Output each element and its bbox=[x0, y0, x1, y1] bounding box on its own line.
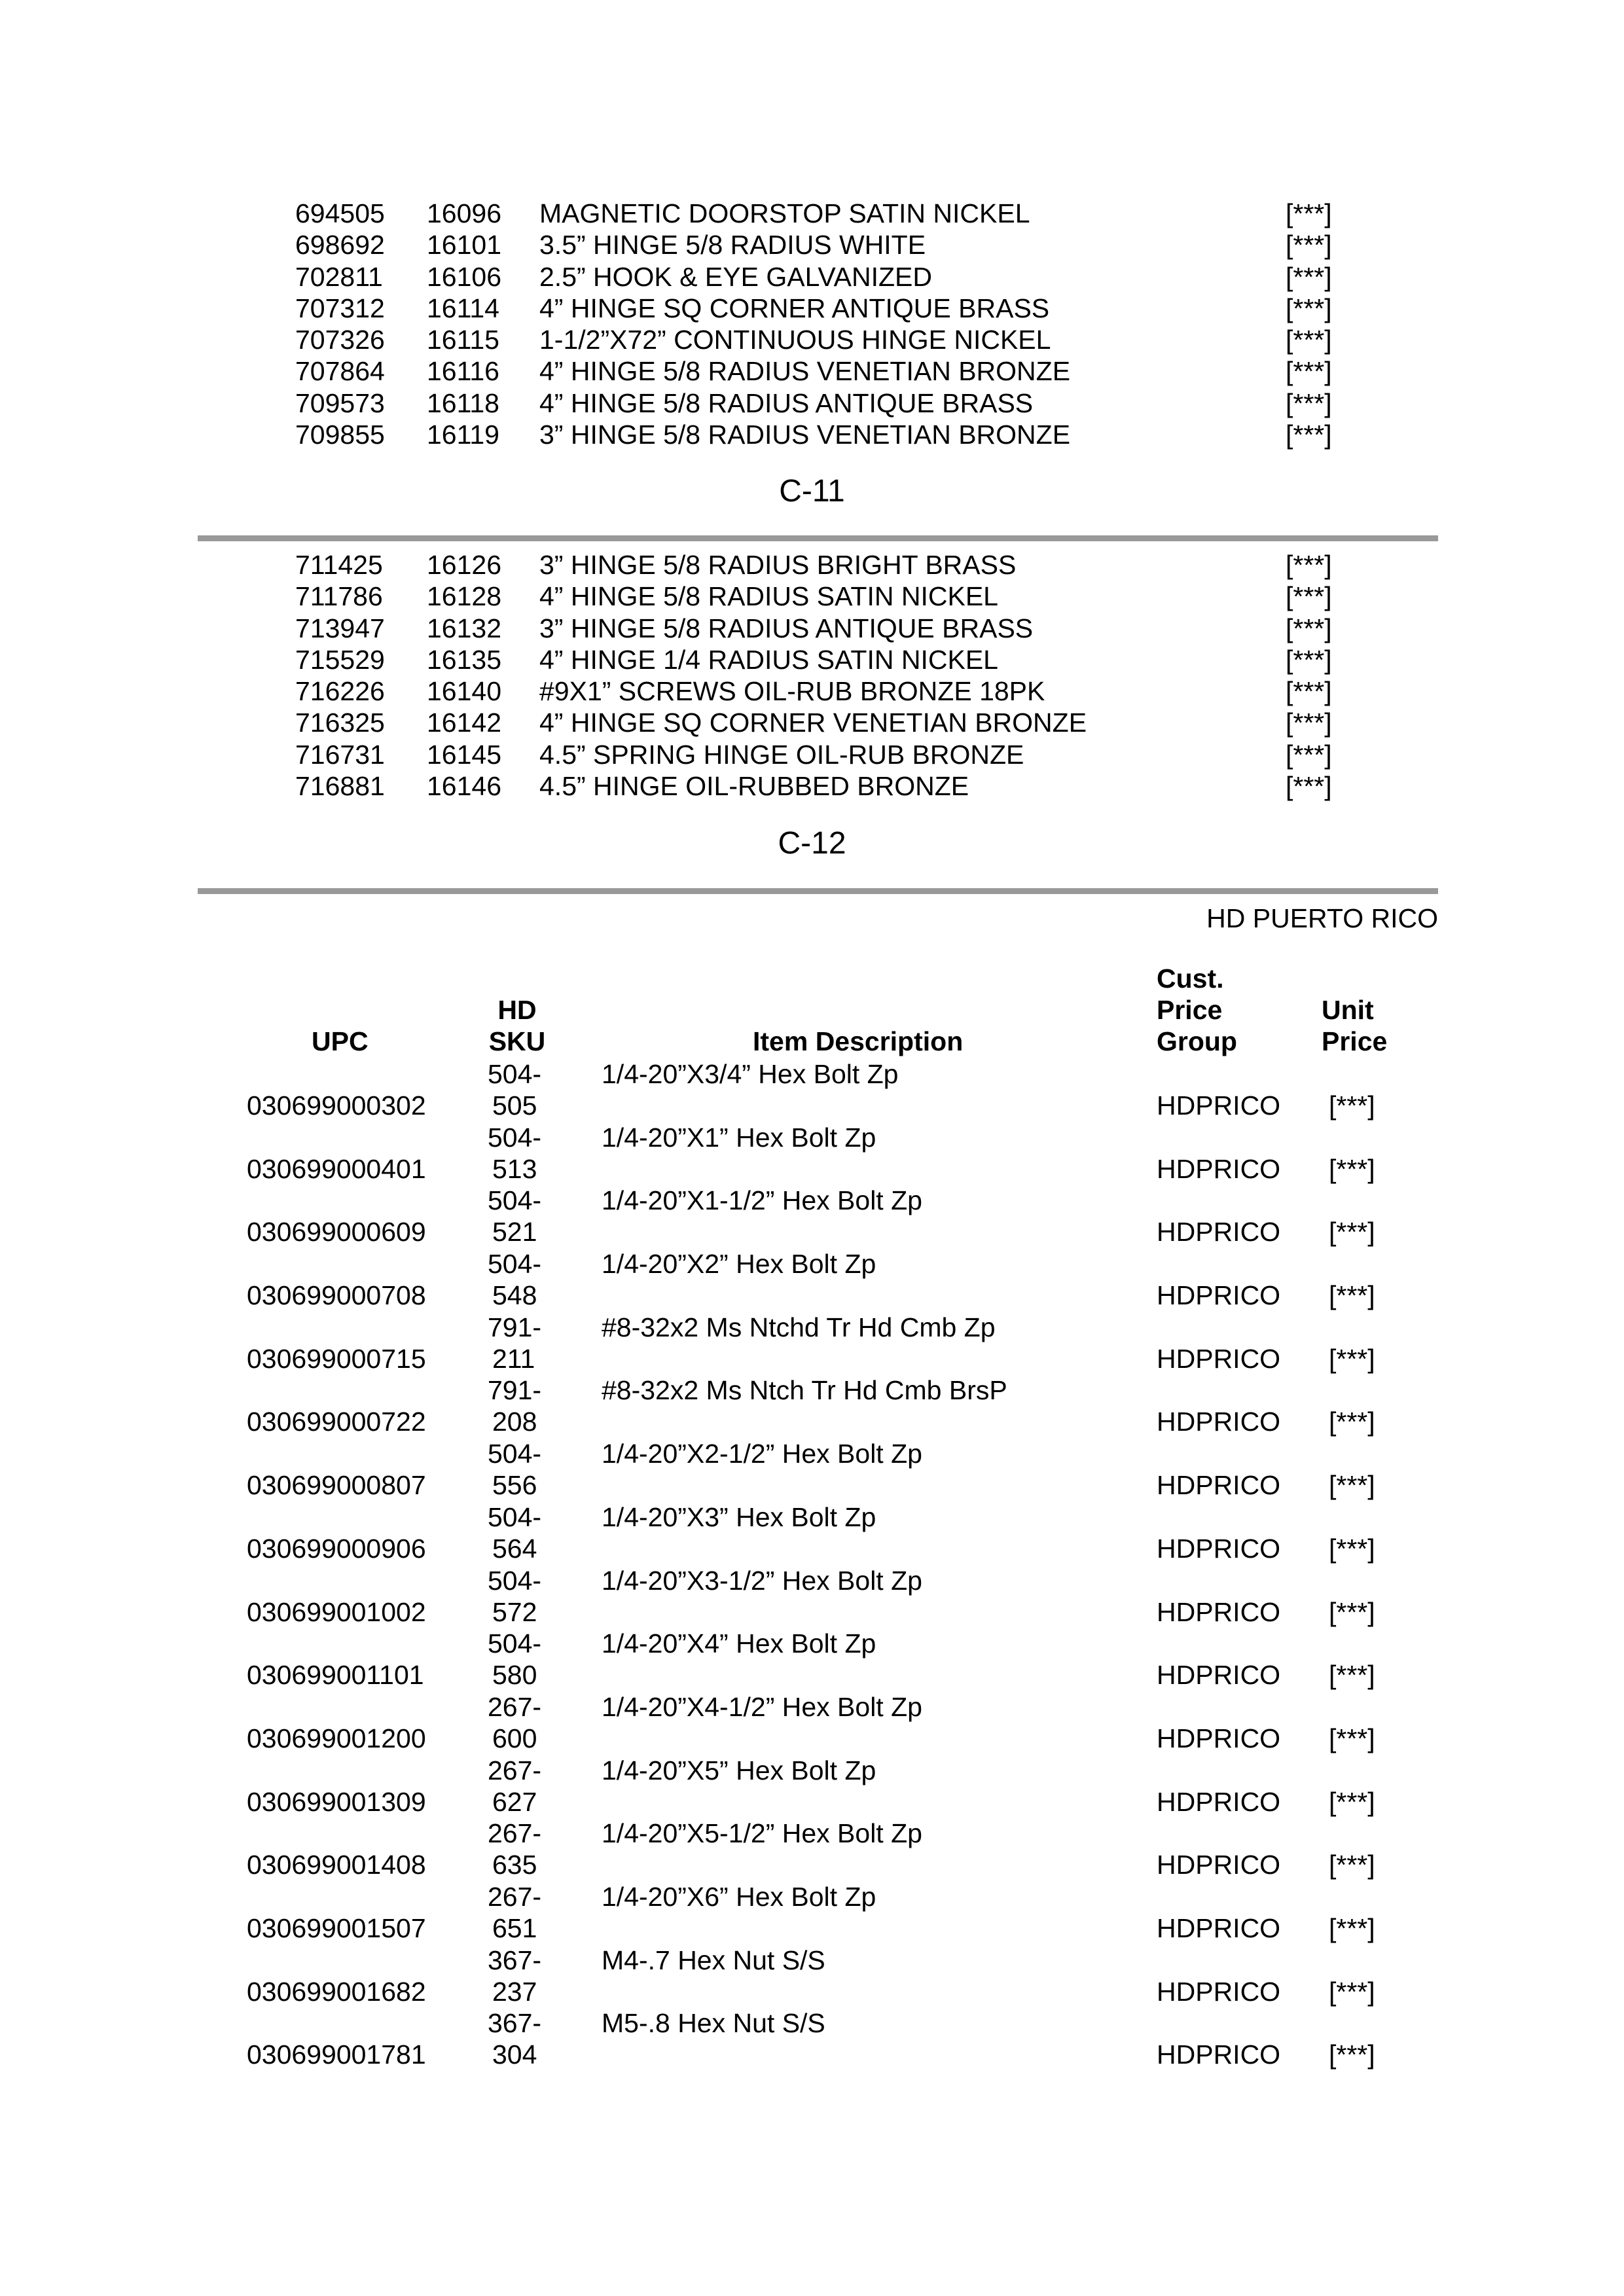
description-cell: 1/4-20”X2-1/2” Hex Bolt Zp bbox=[602, 1439, 922, 1469]
sku-suffix-cell: 548 bbox=[492, 1280, 537, 1311]
sku-cell: 16126 bbox=[427, 550, 502, 580]
table-row bbox=[0, 1058, 1624, 1122]
description-cell: 1/4-20”X1” Hex Bolt Zp bbox=[602, 1122, 876, 1153]
description-cell: 1/4-20”X4” Hex Bolt Zp bbox=[602, 1628, 876, 1659]
upc-cell: 030699000906 bbox=[247, 1533, 426, 1564]
sku-suffix-cell: 304 bbox=[492, 2039, 537, 2070]
price-cell: [***] bbox=[1286, 739, 1332, 770]
price-cell: [***] bbox=[1286, 261, 1332, 292]
unit-price-cell: [***] bbox=[1329, 1533, 1375, 1564]
price-cell: [***] bbox=[1286, 644, 1332, 675]
sku-cell: 16114 bbox=[427, 293, 499, 323]
table-row bbox=[0, 1312, 1624, 1375]
description-cell: M4-.7 Hex Nut S/S bbox=[602, 1945, 825, 1975]
sku-suffix-cell: 211 bbox=[492, 1343, 535, 1374]
sku-suffix-cell: 627 bbox=[492, 1786, 537, 1817]
price-group-cell: HDPRICO bbox=[1157, 1850, 1281, 1880]
sku-prefix-cell: 504- bbox=[488, 1501, 542, 1532]
price-group-cell: HDPRICO bbox=[1157, 1723, 1281, 1753]
price-cell: [***] bbox=[1286, 356, 1332, 387]
description-cell: 3” HINGE 5/8 RADIUS BRIGHT BRASS bbox=[539, 550, 1017, 580]
unit-price-cell: [***] bbox=[1329, 1596, 1375, 1627]
description-cell: MAGNETIC DOORSTOP SATIN NICKEL bbox=[539, 198, 1030, 228]
description-cell: 1/4-20”X3-1/2” Hex Bolt Zp bbox=[602, 1565, 922, 1596]
sku-suffix-cell: 600 bbox=[492, 1723, 537, 1753]
sku-cell: 16146 bbox=[427, 771, 502, 802]
sku-suffix-cell: 651 bbox=[492, 1912, 537, 1943]
table-row bbox=[0, 1565, 1624, 1628]
sku-cell: 16101 bbox=[427, 230, 502, 260]
unit-price-cell: [***] bbox=[1329, 1343, 1375, 1374]
price-group-cell: HDPRICO bbox=[1157, 1976, 1281, 2007]
description-cell: 3.5” HINGE 5/8 RADIUS WHITE bbox=[539, 230, 926, 260]
upc-cell: 707326 bbox=[295, 325, 385, 355]
page-label: C-11 bbox=[779, 474, 845, 509]
table-row bbox=[0, 1628, 1624, 1691]
upc-cell: 716226 bbox=[295, 676, 385, 707]
upc-cell: 030699001408 bbox=[247, 1850, 426, 1880]
description-cell: 4” HINGE SQ CORNER ANTIQUE BRASS bbox=[539, 293, 1050, 323]
sku-suffix-cell: 505 bbox=[492, 1090, 537, 1121]
sku-cell: 16132 bbox=[427, 613, 502, 643]
unit-price-cell: [***] bbox=[1329, 1850, 1375, 1880]
table-header bbox=[0, 959, 1624, 1064]
price-cell: [***] bbox=[1286, 613, 1332, 643]
sku-prefix-cell: 504- bbox=[488, 1249, 542, 1280]
unit-price-cell: [***] bbox=[1329, 1723, 1375, 1753]
price-group-cell: HDPRICO bbox=[1157, 1407, 1281, 1437]
unit-price-cell: [***] bbox=[1329, 1217, 1375, 1247]
column-header-sku bbox=[484, 994, 550, 1057]
upc-cell: 711425 bbox=[295, 550, 383, 580]
table-row bbox=[0, 1945, 1624, 2008]
upc-cell: 694505 bbox=[295, 198, 385, 228]
description-cell: 4” HINGE 5/8 RADIUS SATIN NICKEL bbox=[539, 581, 998, 612]
upc-cell: 709855 bbox=[295, 420, 385, 450]
upc-cell: 711786 bbox=[295, 581, 383, 612]
description-cell: #9X1” SCREWS OIL-RUB BRONZE 18PK bbox=[539, 676, 1045, 707]
sku-cell: 16106 bbox=[427, 261, 502, 292]
unit-price-cell: [***] bbox=[1329, 2039, 1375, 2070]
table-row bbox=[0, 1691, 1624, 1755]
description-cell: 4” HINGE 5/8 RADIUS ANTIQUE BRASS bbox=[539, 387, 1034, 418]
sku-suffix-cell: 513 bbox=[492, 1153, 537, 1184]
upc-cell: 716731 bbox=[295, 739, 385, 770]
price-cell: [***] bbox=[1286, 581, 1332, 612]
upc-cell: 030699001002 bbox=[247, 1596, 426, 1627]
column-header-upc: UPC bbox=[312, 1026, 369, 1056]
column-header-price-group-line: Group bbox=[1157, 1026, 1237, 1056]
sku-prefix-cell: 267- bbox=[488, 1881, 542, 1912]
table-row bbox=[0, 1818, 1624, 1881]
table-row bbox=[0, 1185, 1624, 1248]
upc-cell: 030699001101 bbox=[247, 1660, 424, 1691]
unit-price-cell: [***] bbox=[1329, 1470, 1375, 1501]
table-row bbox=[0, 1374, 1624, 1438]
table-row bbox=[0, 1248, 1624, 1312]
sku-cell: 16116 bbox=[427, 356, 499, 387]
sku-cell: 16140 bbox=[427, 676, 502, 707]
upc-cell: 030699001200 bbox=[247, 1723, 426, 1753]
price-group-cell: HDPRICO bbox=[1157, 1217, 1281, 1247]
sku-cell: 16119 bbox=[427, 420, 499, 450]
upc-cell: 713947 bbox=[295, 613, 385, 643]
price-cell: [***] bbox=[1286, 708, 1332, 738]
column-header-price-group-line: Cust. bbox=[1157, 963, 1224, 994]
description-cell: 1/4-20”X3/4” Hex Bolt Zp bbox=[602, 1059, 899, 1089]
sku-prefix-cell: 504- bbox=[488, 1122, 542, 1153]
upc-cell: 707864 bbox=[295, 356, 385, 387]
upc-cell: 030699000715 bbox=[247, 1343, 426, 1374]
table-row bbox=[0, 1501, 1624, 1565]
upc-cell: 709573 bbox=[295, 387, 385, 418]
column-header-price-group-line: Price bbox=[1157, 995, 1223, 1025]
table-row bbox=[0, 1438, 1624, 1501]
description-cell: 1/4-20”X1-1/2” Hex Bolt Zp bbox=[602, 1185, 922, 1216]
sku-prefix-cell: 504- bbox=[488, 1059, 542, 1089]
upc-cell: 715529 bbox=[295, 644, 385, 675]
description-cell: 2.5” HOOK & EYE GALVANIZED bbox=[539, 261, 932, 292]
sku-prefix-cell: 367- bbox=[488, 2008, 542, 2039]
upc-cell: 030699001309 bbox=[247, 1786, 426, 1817]
price-cell: [***] bbox=[1286, 771, 1332, 802]
sku-cell: 16115 bbox=[427, 325, 499, 355]
column-header-description: Item Description bbox=[753, 1026, 964, 1056]
price-group-cell: HDPRICO bbox=[1157, 1596, 1281, 1627]
price-group-cell: HDPRICO bbox=[1157, 1280, 1281, 1311]
unit-price-cell: [***] bbox=[1329, 1660, 1375, 1691]
sku-cell: 16118 bbox=[427, 387, 499, 418]
sku-suffix-cell: 580 bbox=[492, 1660, 537, 1691]
sku-prefix-cell: 367- bbox=[488, 1945, 542, 1975]
description-cell: #8-32x2 Ms Ntch Tr Hd Cmb BrsP bbox=[602, 1375, 1007, 1406]
sku-cell: 16145 bbox=[427, 739, 502, 770]
sku-cell: 16096 bbox=[427, 198, 502, 228]
price-group-cell: HDPRICO bbox=[1157, 1343, 1281, 1374]
upc-cell: 030699000722 bbox=[247, 1407, 426, 1437]
column-header-unit-price-line: Price bbox=[1322, 1026, 1388, 1056]
sku-prefix-cell: 504- bbox=[488, 1439, 542, 1469]
price-cell: [***] bbox=[1286, 293, 1332, 323]
sku-suffix-cell: 556 bbox=[492, 1470, 537, 1501]
sku-suffix-cell: 521 bbox=[492, 1217, 537, 1247]
sku-suffix-cell: 572 bbox=[492, 1596, 537, 1627]
column-header-unit-price bbox=[1322, 994, 1387, 1057]
upc-cell: 030699001781 bbox=[247, 2039, 426, 2070]
upc-cell: 707312 bbox=[295, 293, 385, 323]
unit-price-cell: [***] bbox=[1329, 1090, 1375, 1121]
description-cell: 3” HINGE 5/8 RADIUS ANTIQUE BRASS bbox=[539, 613, 1034, 643]
upc-cell: 030699000302 bbox=[247, 1090, 426, 1121]
column-header-unit-price-line: Unit bbox=[1322, 995, 1374, 1025]
sku-prefix-cell: 504- bbox=[488, 1628, 542, 1659]
page-label: C-12 bbox=[778, 826, 846, 861]
description-cell: 1/4-20”X3” Hex Bolt Zp bbox=[602, 1501, 876, 1532]
unit-price-cell: [***] bbox=[1329, 1912, 1375, 1943]
unit-price-cell: [***] bbox=[1329, 1407, 1375, 1437]
price-table bbox=[0, 1058, 1624, 2071]
description-cell: 4” HINGE SQ CORNER VENETIAN BRONZE bbox=[539, 708, 1087, 738]
price-group-cell: HDPRICO bbox=[1157, 2039, 1281, 2070]
upc-cell: 030699000708 bbox=[247, 1280, 426, 1311]
description-cell: 4” HINGE 5/8 RADIUS VENETIAN BRONZE bbox=[539, 356, 1071, 387]
upc-cell: 030699000401 bbox=[247, 1153, 426, 1184]
price-cell: [***] bbox=[1286, 420, 1332, 450]
unit-price-cell: [***] bbox=[1329, 1280, 1375, 1311]
description-cell: M5-.8 Hex Nut S/S bbox=[602, 2008, 825, 2039]
sku-cell: 16128 bbox=[427, 581, 502, 612]
upc-cell: 030699000609 bbox=[247, 1217, 426, 1247]
price-cell: [***] bbox=[1286, 325, 1332, 355]
sku-suffix-cell: 208 bbox=[492, 1407, 537, 1437]
price-group-cell: HDPRICO bbox=[1157, 1660, 1281, 1691]
sku-cell: 16142 bbox=[427, 708, 502, 738]
unit-price-cell: [***] bbox=[1329, 1786, 1375, 1817]
price-group-cell: HDPRICO bbox=[1157, 1786, 1281, 1817]
price-cell: [***] bbox=[1286, 550, 1332, 580]
sku-suffix-cell: 564 bbox=[492, 1533, 537, 1564]
sku-cell: 16135 bbox=[427, 644, 502, 675]
page-divider bbox=[198, 888, 1438, 894]
price-group-cell: HDPRICO bbox=[1157, 1470, 1281, 1501]
upc-cell: 030699000807 bbox=[247, 1470, 426, 1501]
sku-prefix-cell: 267- bbox=[488, 1818, 542, 1849]
description-cell: 1-1/2”X72” CONTINUOUS HINGE NICKEL bbox=[539, 325, 1051, 355]
table-row bbox=[0, 2007, 1624, 2071]
sku-suffix-cell: 237 bbox=[492, 1976, 537, 2007]
description-cell: #8-32x2 Ms Ntchd Tr Hd Cmb Zp bbox=[602, 1312, 996, 1342]
sku-suffix-cell: 635 bbox=[492, 1850, 537, 1880]
price-cell: [***] bbox=[1286, 676, 1332, 707]
description-cell: 4.5” HINGE OIL-RUBBED BRONZE bbox=[539, 771, 969, 802]
table-row bbox=[0, 1881, 1624, 1945]
price-group-cell: HDPRICO bbox=[1157, 1153, 1281, 1184]
column-header-sku-line: SKU bbox=[488, 1026, 546, 1056]
description-cell: 1/4-20”X6” Hex Bolt Zp bbox=[602, 1881, 876, 1912]
sku-prefix-cell: 504- bbox=[488, 1185, 542, 1216]
description-cell: 4.5” SPRING HINGE OIL-RUB BRONZE bbox=[539, 739, 1024, 770]
price-cell: [***] bbox=[1286, 198, 1332, 228]
sku-prefix-cell: 791- bbox=[488, 1312, 542, 1342]
unit-price-cell: [***] bbox=[1329, 1153, 1375, 1184]
description-cell: 1/4-20”X4-1/2” Hex Bolt Zp bbox=[602, 1691, 922, 1722]
description-cell: 1/4-20”X5-1/2” Hex Bolt Zp bbox=[602, 1818, 922, 1849]
upc-cell: 030699001507 bbox=[247, 1912, 426, 1943]
description-cell: 4” HINGE 1/4 RADIUS SATIN NICKEL bbox=[539, 644, 998, 675]
description-cell: 3” HINGE 5/8 RADIUS VENETIAN BRONZE bbox=[539, 420, 1071, 450]
table-row bbox=[0, 1755, 1624, 1818]
upc-cell: 702811 bbox=[295, 261, 383, 292]
description-cell: 1/4-20”X5” Hex Bolt Zp bbox=[602, 1755, 876, 1785]
column-header-price-group bbox=[1157, 963, 1237, 1057]
price-cell: [***] bbox=[1286, 230, 1332, 260]
sku-prefix-cell: 267- bbox=[488, 1691, 542, 1722]
price-cell: [***] bbox=[1286, 387, 1332, 418]
price-group-cell: HDPRICO bbox=[1157, 1090, 1281, 1121]
column-header-sku-line: HD bbox=[497, 995, 537, 1025]
sku-prefix-cell: 791- bbox=[488, 1375, 542, 1406]
price-group-cell: HDPRICO bbox=[1157, 1912, 1281, 1943]
sku-prefix-cell: 267- bbox=[488, 1755, 542, 1785]
upc-cell: 698692 bbox=[295, 230, 385, 260]
unit-price-cell: [***] bbox=[1329, 1976, 1375, 2007]
description-cell: 1/4-20”X2” Hex Bolt Zp bbox=[602, 1249, 876, 1280]
upc-cell: 716325 bbox=[295, 708, 385, 738]
table-row bbox=[0, 1122, 1624, 1185]
region-heading: HD PUERTO RICO bbox=[1206, 903, 1438, 933]
upc-cell: 030699001682 bbox=[247, 1976, 426, 2007]
sku-prefix-cell: 504- bbox=[488, 1565, 542, 1596]
price-group-cell: HDPRICO bbox=[1157, 1533, 1281, 1564]
upc-cell: 716881 bbox=[295, 771, 385, 802]
page-divider bbox=[198, 535, 1438, 541]
